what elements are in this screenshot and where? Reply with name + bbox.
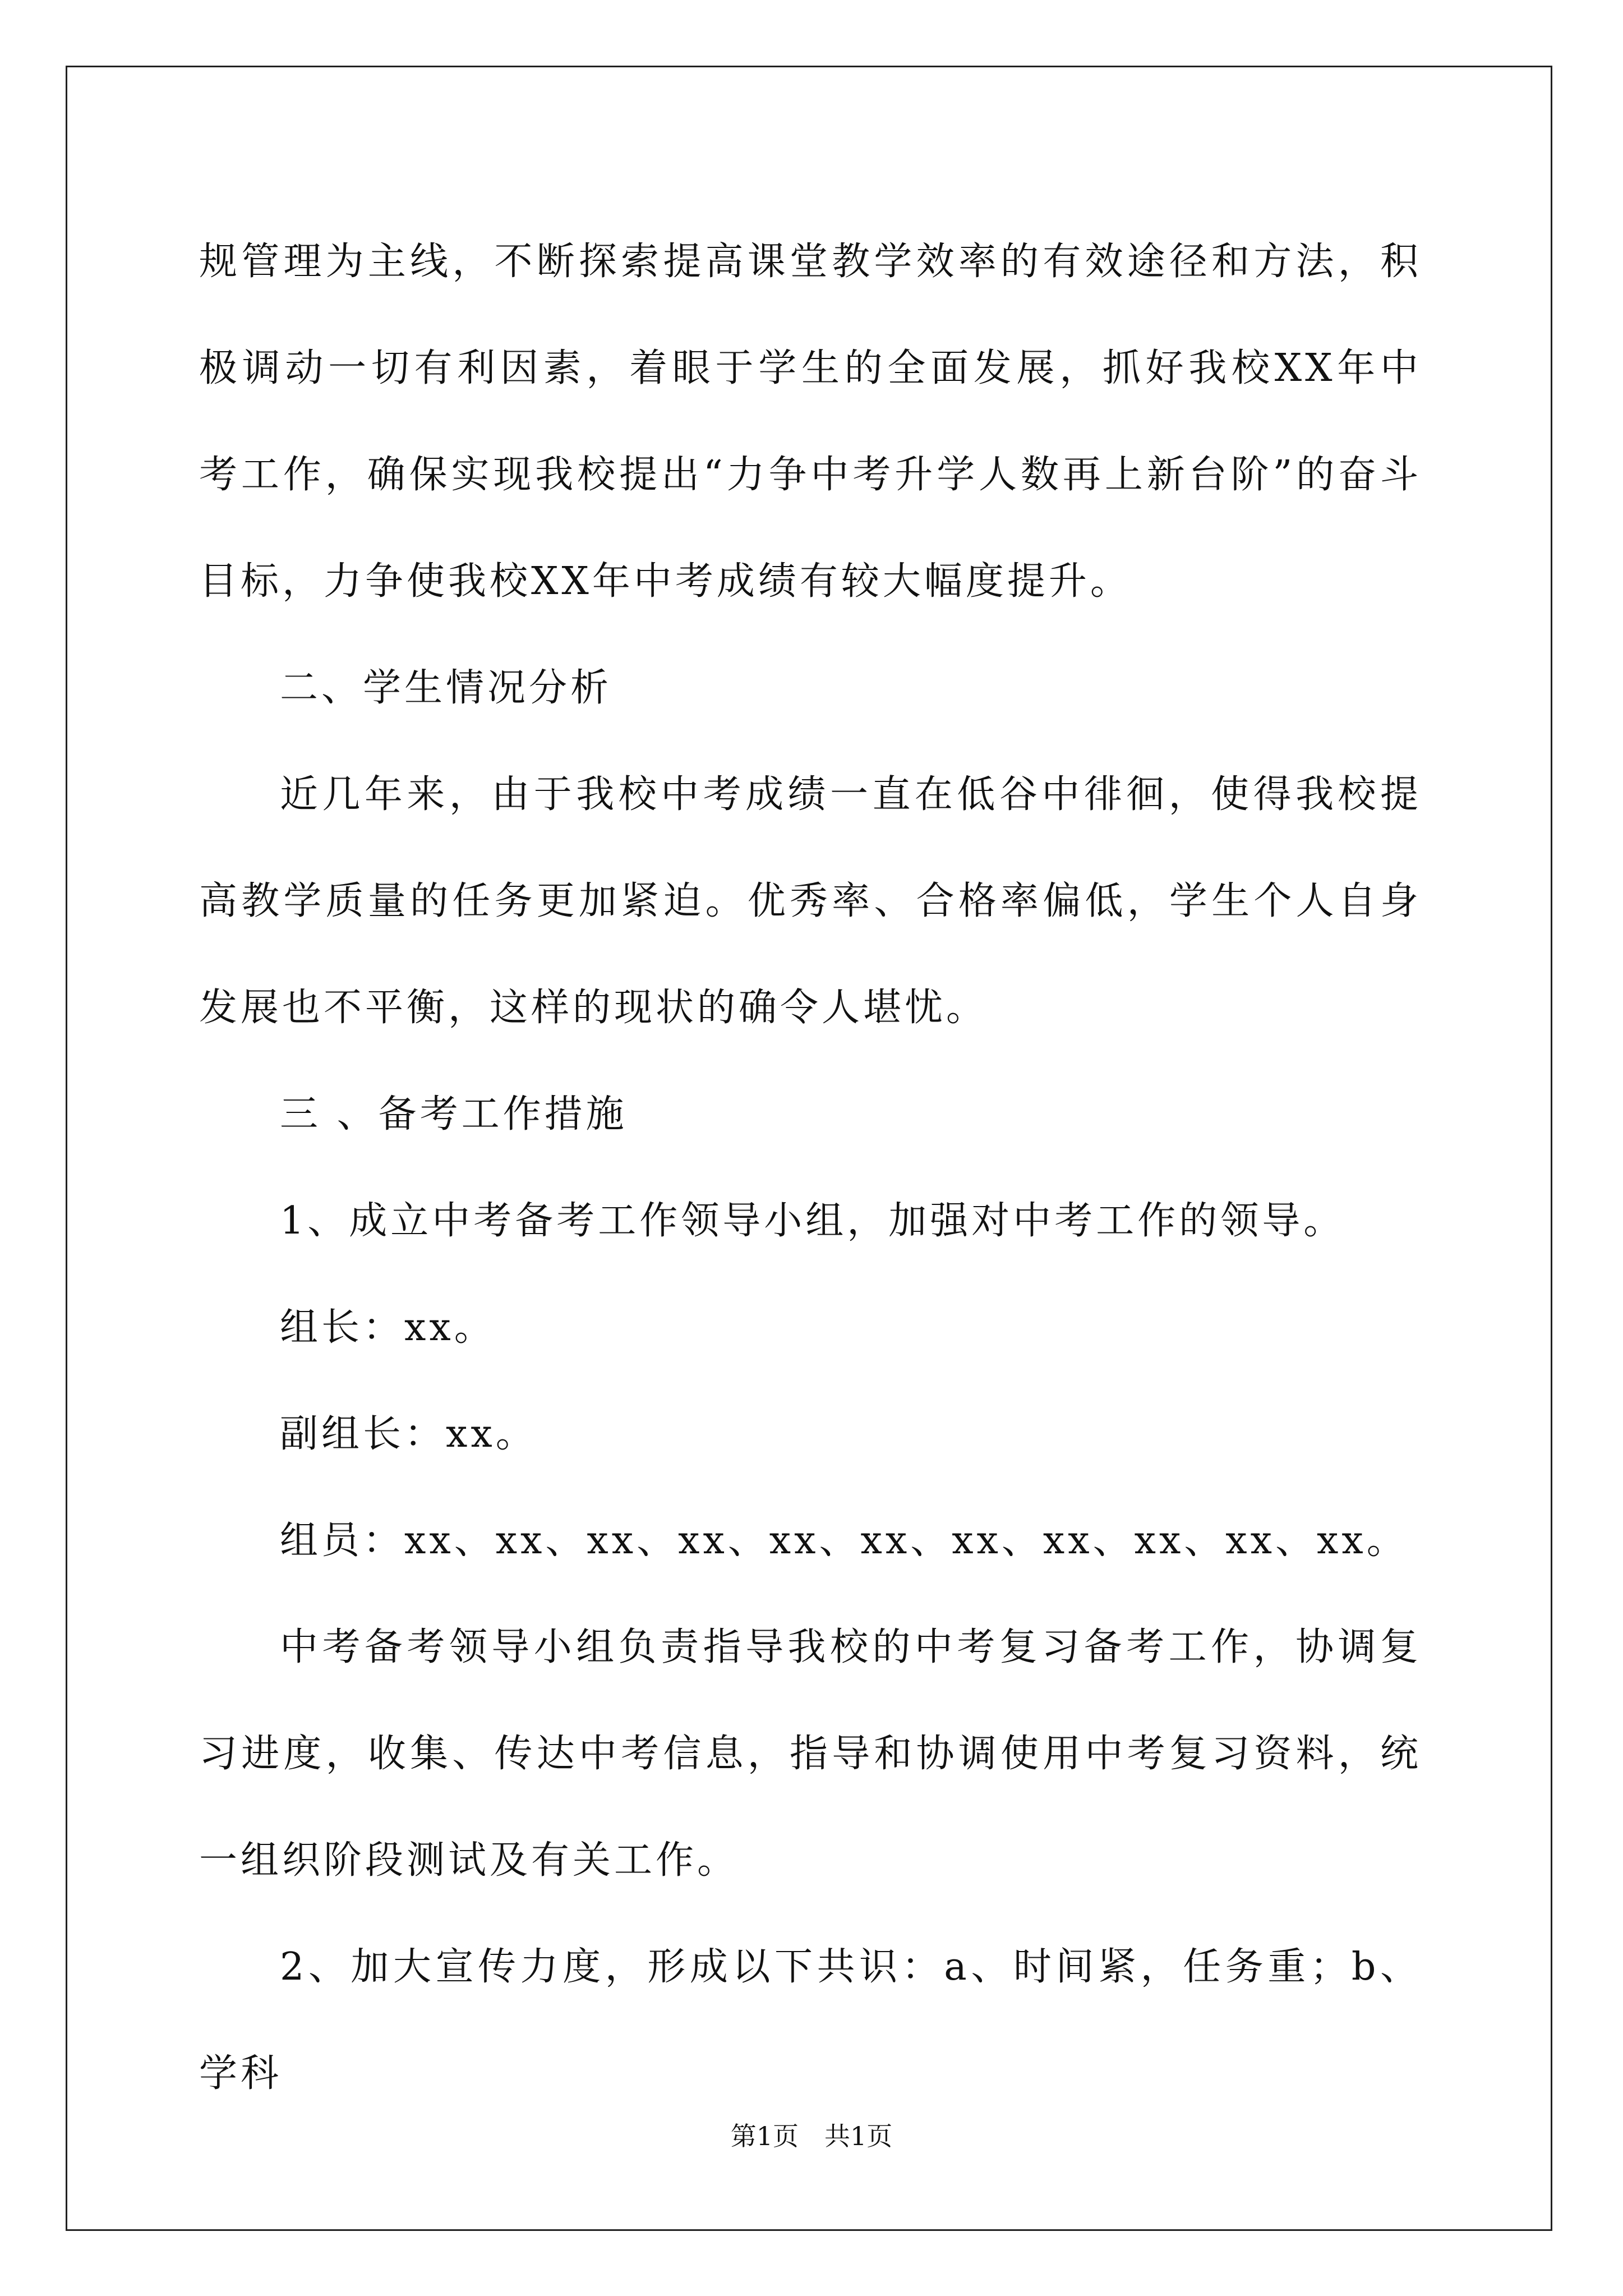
list-item: 组长：xx。 xyxy=(280,1305,496,1350)
list-item: 组员：xx、xx、xx、xx、xx、xx、xx、xx、xx、xx、xx。 xyxy=(280,1519,1408,1563)
paragraph: 规管理为主线，不断探索提高课堂教学效率的有效途径和方法，积极调动一切有利因素，着眼于学生的全面发展，抓好我校XX年中考工作，确保实现我校提出“力争中考升学人数再上新台阶”的奋斗目标，力争使我校XX年中考成绩有较大幅度提升。 xyxy=(199,240,1422,604)
document-body xyxy=(199,209,1422,2127)
list-item: 1、成立中考备考工作领导小组，加强对中考工作的领导。 xyxy=(280,1199,1345,1243)
paragraph: 中考备考领导小组负责指导我校的中考复习备考工作，协调复习进度，收集、传达中考信息，指导和协调使用中考复习资料，统一组织阶段测试及有关工作。 xyxy=(199,1625,1422,1883)
section-heading: 三 、备考工作措施 xyxy=(280,1092,628,1137)
paragraph: 近几年来，由于我校中考成绩一直在低谷中徘徊，使得我校提高教学质量的任务更加紧迫。优秀率、合格率偏低，学生个人自身发展也不平衡，这样的现状的确令人堪忧。 xyxy=(199,772,1422,1030)
paragraph: 2、加大宣传力度，形成以下共识：a、时间紧，任务重；b、学科 xyxy=(199,1945,1422,2096)
page-number-footer: 第1页 共1页 xyxy=(730,2121,893,2151)
section-heading: 二、学生情况分析 xyxy=(280,666,612,710)
list-item: 副组长：xx。 xyxy=(280,1412,537,1456)
